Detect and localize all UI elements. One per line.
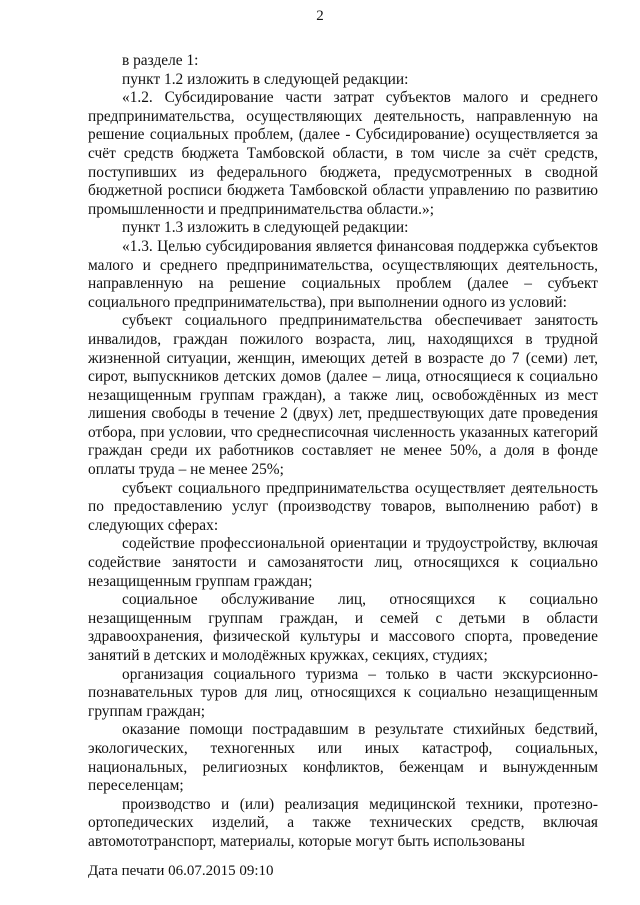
paragraph-item-1-2-text: «1.2. Субсидирование части затрат субъектов малого и среднего предпринимательства, осуществляющих деятельность, направленную на решение социальных проблем, (далее - Субсидирование) осуществляется за счёт средств бюджета Тамбовской области, в том числе за счёт средств, поступивших из федерального бюджета, предусмотренных в сводной бюджетной росписи бюджета Тамбовской области управлению по развитию промышленности и предпринимательства области.»; bbox=[88, 89, 598, 218]
paragraph-section-1: в разделе 1: bbox=[122, 52, 199, 69]
print-date: Дата печати 06.07.2015 09:10 bbox=[88, 863, 274, 879]
paragraph-condition-services: субъект социального предпринимательства осуществляет деятельность по предоставлению услуг (производству товаров, выполнению работ) в следующих сферах: bbox=[88, 479, 598, 534]
page-number: 2 bbox=[316, 8, 324, 24]
paragraph-item-1-3-instruction: пункт 1.3 изложить в следующей редакции: bbox=[122, 219, 409, 237]
document-body bbox=[88, 52, 598, 852]
paragraph-sphere-career-guidance: содействие профессиональной ориентации и трудоустройству, включая содействие занятости и самозанятости лиц, относящихся к социально незащищенным группам граждан; bbox=[88, 535, 598, 590]
paragraph-sphere-social-tourism: организация социального туризма – только в части экскурсионно-познавательных туров для лиц, относящихся к социально незащищенным группам граждан; bbox=[88, 665, 598, 720]
paragraph-condition-employment: субъект социального предпринимательства обеспечивает занятость инвалидов, граждан пожилого возраста, лиц, находящихся в трудной жизненной ситуации, женщин, имеющих детей в возрасте до 7 (семи) лет, сирот, выпускников детских домов (далее – лица, относящиеся к социально незащищенным группам граждан), а также лиц, освобождённых из мест лишения свободы в течение 2 (двух) лет, предшествующих дате проведения отбора, при условии, что среднесписочная численность указанных категорий граждан среди их работников составляет не менее 50%, а доля в фонде оплаты труда – не менее 25%; bbox=[88, 312, 598, 479]
paragraph-item-1-3-text: «1.3. Целью субсидирования является финансовая поддержка субъектов малого и среднего предпринимательства, осуществляющих деятельность, направленную на решение социальных проблем (далее – субъект социального предпринимательства), при выполнении одного из условий: bbox=[88, 237, 598, 311]
paragraph-sphere-social-service: социальное обслуживание лиц, относящихся к социально незащищенным группам граждан, и семей с детьми в области здравоохранения, физической культуры и массового спорта, проведение занятий в детских и молодёжных кружках, секциях, студиях; bbox=[88, 591, 598, 664]
paragraph-sphere-medical-equipment: производство и (или) реализация медицинской техники, протезно-ортопедических изделий, а также технических средств, включая автомототранспорт, материалы, которые могут быть использованы bbox=[88, 795, 598, 850]
paragraph-item-1-2-instruction: пункт 1.2 изложить в следующей редакции: bbox=[122, 70, 409, 88]
paragraph-sphere-disaster-aid: оказание помощи пострадавшим в результате стихийных бедствий, экологических, техногенных или иных катастроф, социальных, национальных, религиозных конфликтов, беженцам и вынужденным переселенцам; bbox=[88, 721, 598, 795]
